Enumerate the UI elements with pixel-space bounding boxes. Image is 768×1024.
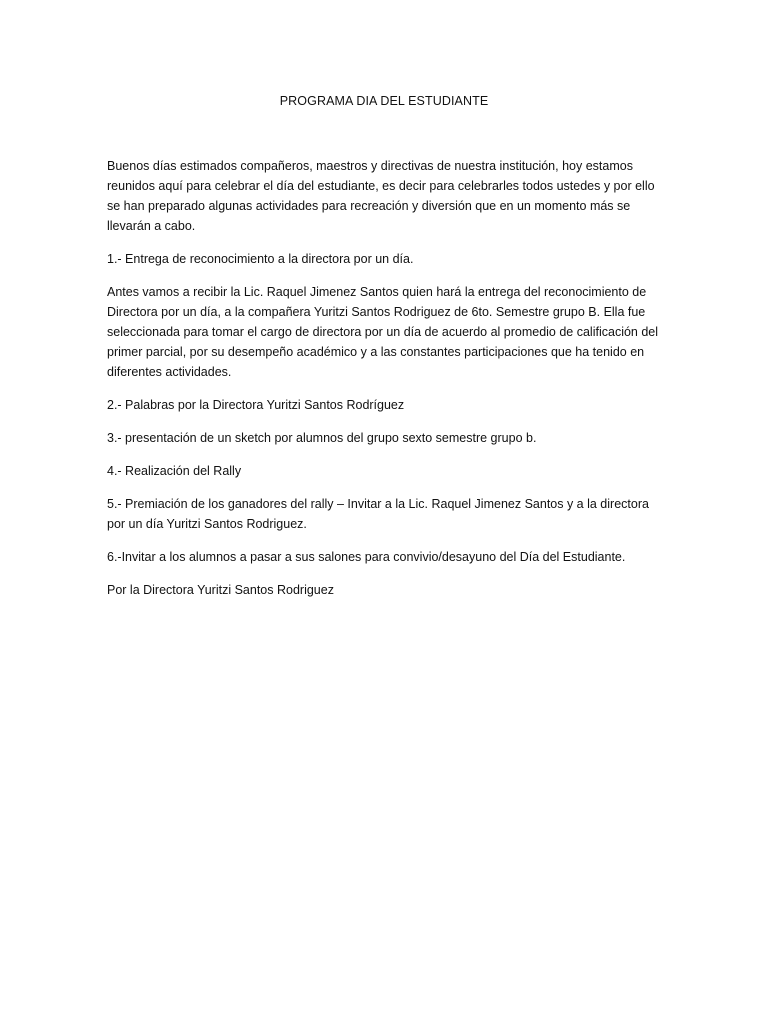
program-item-4: 4.- Realización del Rally: [107, 464, 242, 478]
closing-signature: Por la Directora Yuritzi Santos Rodriguez: [107, 583, 334, 597]
program-item-3: 3.- presentación de un sketch por alumnos del grupo sexto semestre grupo b.: [107, 431, 537, 445]
intro-paragraph: Buenos días estimados compañeros, maestros y directivas de nuestra institución, hoy estamos reunidos aquí para celebrar el día del estudiante, es decir para celebrarles todos ustedes y por ello se han preparado algunas actividades para recreación y diversión que en un momento más se llevarán a cabo.: [107, 159, 655, 233]
program-item-2: 2.- Palabras por la Directora Yuritzi Santos Rodríguez: [107, 398, 405, 412]
document-title: PROGRAMA DIA DEL ESTUDIANTE: [279, 94, 489, 108]
item-1-description: Antes vamos a recibir la Lic. Raquel Jimenez Santos quien hará la entrega del reconocimiento de Directora por un día, a la compañera Yuritzi Santos Rodriguez de 6to. Semestre grupo B. Ella fue seleccionada para tomar el cargo de directora por un día de acuerdo al promedio de calificación del primer parcial, por su desempeño académico y a las constantes participaciones que ha tenido en diferentes actividades.: [107, 285, 659, 379]
program-item-5: 5.- Premiación de los ganadores del rally – Invitar a la Lic. Raquel Jimenez Santos y a la directora por un día Yuritzi Santos Rodriguez.: [107, 497, 649, 531]
program-item-1: 1.- Entrega de reconocimiento a la directora por un día.: [107, 252, 414, 266]
program-item-6: 6.-Invitar a los alumnos a pasar a sus salones para convivio/desayuno del Día del Estudiante.: [107, 550, 626, 564]
document-body: [107, 156, 662, 613]
